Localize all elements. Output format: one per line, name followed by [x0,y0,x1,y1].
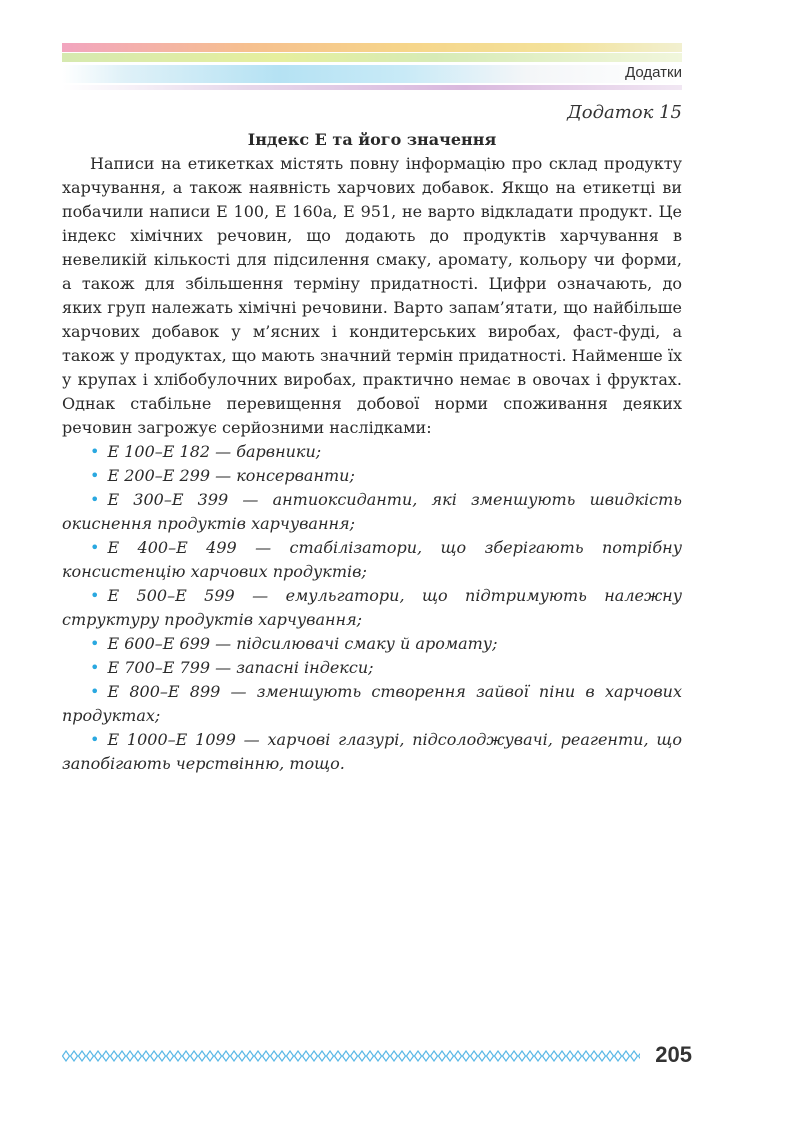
intro-paragraph: Написи на етикетках містять повну інформацію про склад продукту харчування, а також наявність харчових добавок. Якщо на етикетці ви побачили написи E 100, E 160a, E 951, не варто відкладати продукт. Це індекс хімічних речовин, що додають до продуктів харчування в невеликій кількості для підсилення смаку, аромату, кольору чи форми, а також для збільшення терміну придатності. Цифри означають, до яких груп належать хімічні речовини. Варто запам’ятати, що найбільше харчових добавок у м’ясних і кондитерських виробах, фаст-фуді, а також у продуктах, що мають значний термін придатності. Найменше їх у крупах і хлібобулочних виробах, практично немає в овочах і фруктах. Однак стабільне перевищення добової норми споживання деяких речовин загрожує серйозними наслідками: [62,154,682,437]
list-item [62,632,682,656]
list-item-text: E 600–E 699 — підсилювачі смаку й аромату; [107,634,498,653]
page-number: 205 [655,1042,692,1067]
article-title: Індекс E та його значення [247,130,497,149]
list-item [62,728,682,776]
list-item-text: E 300–E 399 — антиоксиданти, які зменшують швидкість окиснення продуктів харчування; [62,490,682,533]
list-item [62,488,682,536]
appendix-label: Додаток 15 [567,102,682,123]
footer-pattern-icon [62,1050,640,1062]
bullet-icon: • [90,490,100,509]
list-item-text: E 800–E 899 — зменшують створення зайвої піни в харчових продуктах; [62,682,682,725]
e-code-list [62,440,682,776]
bullet-icon: • [90,634,100,653]
list-item-text: E 200–E 299 — консерванти; [107,466,355,485]
list-item-text: E 1000–E 1099 — харчові глазурі, підсолоджувачі, реагенти, що запобігають черствінню, тощо. [62,730,682,773]
list-item [62,440,682,464]
bullet-icon: • [90,682,100,701]
page-footer [62,1042,692,1070]
section-label: Додатки [625,64,682,81]
list-item [62,680,682,728]
list-item [62,584,682,632]
bullet-icon: • [90,466,100,485]
bullet-icon: • [90,730,100,749]
page-content [62,128,682,776]
header-decorative-band [62,43,682,93]
list-item-text: E 400–E 499 — стабілізатори, що зберігають потрібну консистенцію харчових продуктів; [62,538,682,581]
header-stripe-violet [62,85,682,90]
header-stripe-green [62,53,682,62]
bullet-icon: • [90,658,100,677]
list-item-text: E 500–E 599 — емульгатори, що підтримують належну структуру продуктів харчування; [62,586,682,629]
header-stripe-pink [62,43,682,52]
list-item [62,536,682,584]
list-item-text: E 100–E 182 — барвники; [107,442,322,461]
header-stripe-blue [62,65,682,83]
bullet-icon: • [90,442,100,461]
list-item [62,656,682,680]
list-item [62,464,682,488]
bullet-icon: • [90,586,100,605]
list-item-text: E 700–E 799 — запасні індекси; [107,658,374,677]
bullet-icon: • [90,538,100,557]
